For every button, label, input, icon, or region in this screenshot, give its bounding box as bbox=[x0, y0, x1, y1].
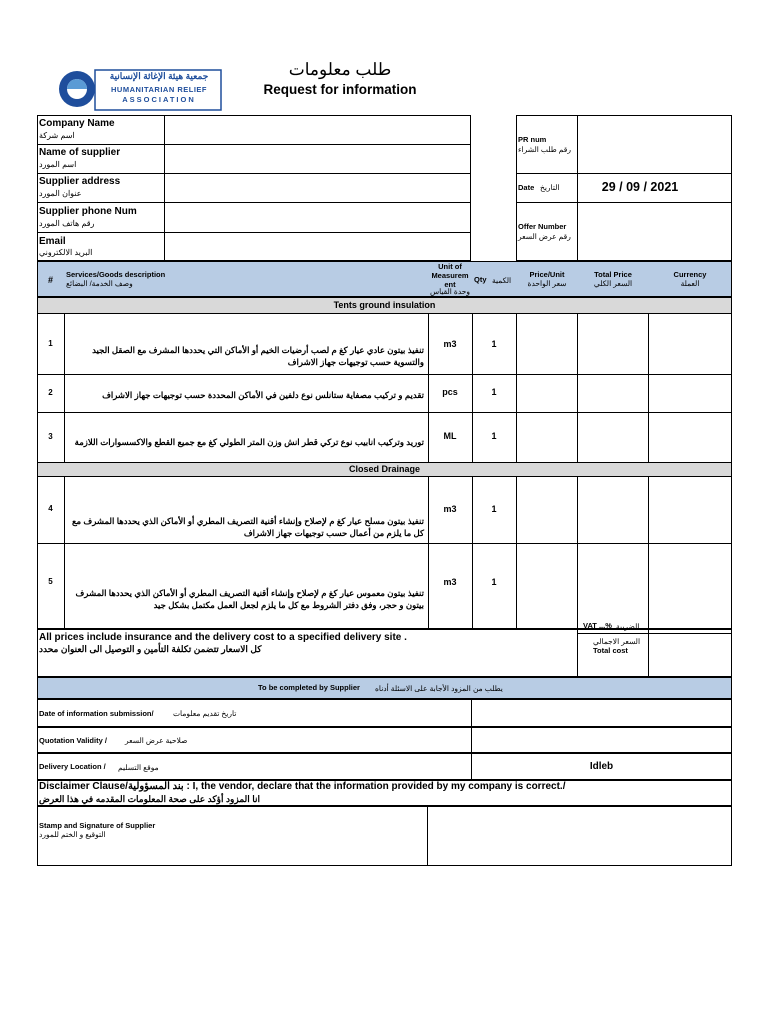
item-unit: pcs bbox=[442, 387, 458, 397]
section-title: Closed Drainage bbox=[348, 464, 421, 474]
item-description: تنفيذ بيتون عادي عيار كغ م لصب أرضيات الخيم أو الأماكن التي يحددها المشرف مع الصقل الجيد والتسوية حسب توجيهات جهاز الاشراف bbox=[92, 345, 424, 367]
col-header-desc: Services/Goods description bbox=[66, 270, 166, 279]
offer-number-label: Offer Number bbox=[518, 222, 567, 231]
item-price-field[interactable] bbox=[517, 478, 577, 542]
date-label: Date bbox=[518, 183, 535, 192]
item-qty: 1 bbox=[491, 504, 497, 514]
col-header-price-ar: سعر الواحدة bbox=[527, 279, 567, 288]
item-unit: m3 bbox=[443, 577, 457, 587]
item-description: تقديم و تركيب مصفاية ستانلس نوع دلفين في الأماكن المحددة حسب توجيهات جهاز الاشراف bbox=[102, 390, 424, 400]
item-no: 2 bbox=[48, 388, 53, 397]
company-name-label-ar: اسم شركة bbox=[39, 131, 75, 140]
offer-number-field[interactable] bbox=[578, 203, 731, 260]
stamp-label-ar: التوقيع و الختم للمورد bbox=[39, 830, 106, 839]
item-price-field[interactable] bbox=[517, 545, 577, 628]
item-qty: 1 bbox=[491, 577, 497, 587]
supplier-address-label-ar: عنوان المورد bbox=[39, 189, 82, 198]
logo-english-name-1: HUMANITARIAN RELIEF bbox=[110, 85, 208, 94]
col-header-unit-ar: وحدة القياس bbox=[429, 287, 471, 296]
item-no: 5 bbox=[48, 577, 53, 586]
offer-number-label-ar: رقم عرض السعر bbox=[518, 232, 571, 241]
total-cost-label: Total cost bbox=[593, 646, 628, 655]
item-currency-field[interactable] bbox=[649, 315, 731, 373]
item-description: توريد وتركيب انابيب نوع تركي قطر انش وزن المتر الطولي كغ مع جميع القطع والاكسسوارات اللازمة bbox=[74, 437, 424, 447]
company-name-field[interactable] bbox=[165, 116, 470, 144]
item-no: 4 bbox=[48, 504, 53, 513]
col-header-total: Total Price bbox=[594, 270, 632, 279]
item-unit: m3 bbox=[443, 339, 457, 349]
item-price-field[interactable] bbox=[517, 315, 577, 373]
date-submission-label: Date of information submission/ bbox=[39, 709, 154, 718]
date-label-ar: التاريخ bbox=[540, 183, 560, 192]
stamp-label: Stamp and Signature of Supplier bbox=[39, 821, 156, 830]
item-description: تنفيذ بيتون معموس عيار كغ م لإصلاح وإنشاء أقنية التصريف المطري أو الأماكن الذي يحددها المشرف بيتون و حجر، وفق دفتر الشروط مع كل ما يلزم لجعل العمل مكتمل بشكل جيد bbox=[75, 588, 424, 610]
supplier-address-label: Supplier address bbox=[39, 176, 121, 187]
supplier-phone-label-ar: رقم هاتف المورد bbox=[39, 219, 95, 228]
email-label-ar: البريد الالكتروني bbox=[39, 248, 93, 257]
pr-num-label: PR num bbox=[518, 135, 547, 144]
supplier-address-field[interactable] bbox=[165, 174, 470, 202]
date-value[interactable]: 29 / 09 / 2021 bbox=[601, 180, 679, 194]
col-header-qty: Qty bbox=[474, 275, 487, 284]
item-unit: ML bbox=[443, 431, 457, 441]
vat-field[interactable] bbox=[649, 621, 731, 633]
page-title: Request for information bbox=[263, 82, 417, 97]
col-header-desc-ar: وصف الخدمة/ البضائع bbox=[66, 279, 133, 288]
delivery-location-label-ar: موقع التسليم bbox=[118, 763, 159, 772]
delivery-location-label: Delivery Location / bbox=[39, 762, 106, 771]
item-no: 3 bbox=[48, 432, 53, 441]
supplier-section-title-ar: يطلب من المزود الأجابة على الاسئلة أدناه bbox=[375, 684, 503, 693]
item-currency-field[interactable] bbox=[649, 376, 731, 412]
delivery-location-value[interactable]: Idleb bbox=[589, 761, 614, 772]
supplier-name-field[interactable] bbox=[165, 145, 470, 173]
item-currency-field[interactable] bbox=[649, 414, 731, 461]
item-total-field[interactable] bbox=[578, 414, 648, 461]
quotation-validity-field[interactable] bbox=[472, 728, 731, 752]
item-price-field[interactable] bbox=[517, 376, 577, 412]
col-header-price: Price/Unit bbox=[529, 270, 565, 279]
item-total-field[interactable] bbox=[578, 376, 648, 412]
vat-label: VAT ...% bbox=[583, 621, 612, 630]
supplier-name-label: Name of supplier bbox=[39, 147, 121, 158]
item-price-field[interactable] bbox=[517, 414, 577, 461]
prices-note-ar: كل الاسعار تتضمن تكلفة التأمين و التوصيل الى العنوان محدد bbox=[39, 644, 262, 654]
logo-arabic-name: جمعية هيئة الإغاثة الإنسانية bbox=[109, 71, 209, 81]
section-title: Tents ground insulation bbox=[333, 300, 436, 310]
quotation-validity-label-ar: صلاحية عرض السعر bbox=[125, 736, 188, 745]
supplier-section-title: To be completed by Supplier bbox=[258, 683, 360, 692]
col-header-currency-ar: العملة bbox=[680, 279, 700, 288]
supplier-name-label-ar: اسم المورد bbox=[39, 160, 77, 169]
item-total-field[interactable] bbox=[578, 478, 648, 542]
disclaimer-text: Disclaimer Clause/بند المسؤولية : I, the vendor, declare that the information provided by my company is correct./ bbox=[39, 781, 566, 792]
total-cost-field[interactable] bbox=[649, 634, 731, 676]
col-header-total-ar: السعر الكلي bbox=[593, 279, 633, 288]
pr-num-field[interactable] bbox=[578, 116, 731, 173]
disclaimer-text-ar: انا المزود أؤكد على صحة المعلومات المقدمه في هذا العرض bbox=[39, 794, 261, 804]
title-arabic: طلب معلومات bbox=[288, 60, 392, 79]
prices-note: All prices include insurance and the delivery cost to a specified delivery site . bbox=[39, 632, 407, 643]
total-cost-label-ar: السعر الاجمالي bbox=[593, 637, 641, 646]
col-header-unit: Unit of Measurem ent bbox=[431, 262, 469, 289]
item-total-field[interactable] bbox=[578, 545, 648, 628]
pr-num-label-ar: رقم طلب الشراء bbox=[518, 145, 571, 154]
logo-english-name-2: ASSOCIATION bbox=[122, 95, 196, 104]
item-no: 1 bbox=[48, 339, 53, 348]
date-submission-field[interactable] bbox=[472, 700, 731, 726]
item-qty: 1 bbox=[491, 387, 497, 397]
item-currency-field[interactable] bbox=[649, 478, 731, 542]
email-label: Email bbox=[39, 236, 66, 247]
company-name-label: Company Name bbox=[39, 118, 115, 129]
supplier-phone-label: Supplier phone Num bbox=[39, 206, 137, 217]
item-total-field[interactable] bbox=[578, 315, 648, 373]
stamp-signature-field[interactable] bbox=[428, 807, 731, 865]
email-field[interactable] bbox=[165, 233, 470, 261]
col-header-qty-ar: الكمية bbox=[492, 276, 512, 285]
date-submission-label-ar: تاريخ تقديم معلومات bbox=[173, 709, 237, 718]
vat-label-ar: الضريبة bbox=[616, 622, 640, 631]
col-header-no: # bbox=[47, 275, 53, 285]
supplier-phone-field[interactable] bbox=[165, 203, 470, 232]
col-header-currency: Currency bbox=[673, 270, 707, 279]
quotation-validity-label: Quotation Validity / bbox=[39, 736, 107, 745]
organization-logo bbox=[57, 67, 223, 112]
item-currency-field[interactable] bbox=[649, 545, 731, 628]
item-description: تنفيذ بيتون مسلح عيار كغ م لإصلاح وإنشاء أقنية التصريف المطري أو الأماكن الذي يحددها المشرف مع كل ما يلزم من أعمال حسب توجيهات جهاز الاشراف bbox=[71, 516, 424, 538]
item-qty: 1 bbox=[491, 339, 497, 349]
item-qty: 1 bbox=[491, 431, 497, 441]
item-unit: m3 bbox=[443, 504, 457, 514]
